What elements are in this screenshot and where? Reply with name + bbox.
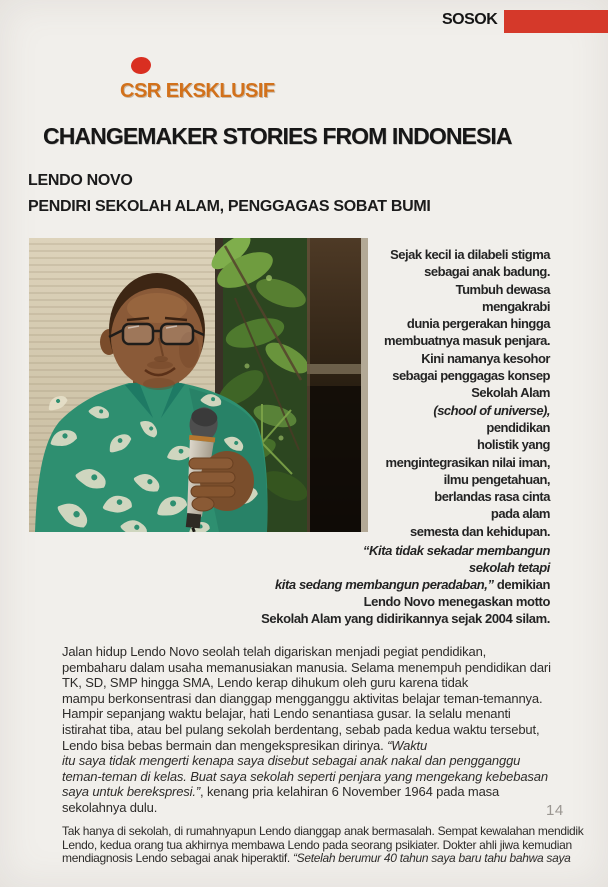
text-line: Tumbuh dewasa bbox=[455, 281, 550, 297]
text-line: TK, SD, SMP hingga SMA, Lendo kerap dihukum oleh guru karena tidak bbox=[62, 675, 469, 691]
page-title: CHANGEMAKER STORIES FROM INDONESIA bbox=[43, 123, 512, 149]
text-line: sebagai anak badung. bbox=[424, 264, 550, 280]
red-dot-icon bbox=[130, 56, 152, 76]
text-line: itu saya tidak mengerti kenapa saya disebut sebagai anak nakal dan pengganggu bbox=[62, 753, 521, 769]
text-line: mengakrabi bbox=[482, 298, 550, 314]
text-line: (school of universe), bbox=[433, 402, 550, 418]
text-line: ilmu pengetahuan, bbox=[443, 471, 550, 487]
text-line: mendiagnosis Lendo sebagai anak hiperaktif. “Setelah berumur 40 tahun saya baru tahu bahwa saya bbox=[62, 851, 571, 865]
kicker-label: CSR EKSKLUSIF bbox=[120, 80, 275, 102]
text-line: kita sedang membangun peradaban,” demikian bbox=[274, 576, 550, 592]
masthead-red-bar bbox=[504, 10, 608, 33]
text-line: Tak hanya di sekolah, di rumahnyapun Lendo dianggap anak bermasalah. Sempat kewalahan mendidik bbox=[62, 824, 584, 838]
text-line: pada alam bbox=[490, 506, 550, 522]
text-line: Sekolah Alam bbox=[471, 385, 550, 401]
text-line: mengintegrasikan nilai iman, bbox=[385, 454, 550, 470]
body-paragraph-1 bbox=[62, 644, 596, 816]
text-line: semesta dan kehidupan. bbox=[410, 523, 550, 539]
subtitle-name: LENDO NOVO bbox=[28, 172, 133, 189]
text-line: pembaharu dalam usaha memanusiakan manusia. Selama menempuh pendidikan dari bbox=[62, 659, 551, 675]
text-line: saya untuk berekspresi.”, kenang pria kelahiran 6 November 1964 pada masa bbox=[62, 784, 500, 800]
pull-quote bbox=[60, 543, 550, 628]
text-line: teman-teman di kelas. Buat saya sekolah seperti penjara yang mengekang kebebasan bbox=[62, 768, 548, 784]
text-line: sebagai penggagas konsep bbox=[392, 368, 550, 384]
text-line: holistik yang bbox=[477, 437, 550, 453]
text-line: pendidikan bbox=[486, 419, 550, 435]
section-label: SOSOK bbox=[442, 11, 498, 28]
text-line: Kini namanya kesohor bbox=[421, 350, 550, 366]
subtitle bbox=[28, 168, 431, 220]
text-line: membuatnya masuk penjara. bbox=[384, 333, 550, 349]
text-line: Jalan hidup Lendo Novo seolah telah digariskan menjadi pegiat pendidikan, bbox=[62, 644, 487, 659]
text-line: Lendo Novo menegaskan motto bbox=[363, 593, 550, 609]
hand bbox=[189, 451, 254, 511]
text-line: istirahat tiba, atau bel pulang sekolah berdentang, sebab pada kedua waktu tersebut, bbox=[62, 721, 540, 737]
intro-text bbox=[250, 246, 550, 540]
text-line: “Kita tidak sekadar membangun bbox=[362, 543, 550, 558]
text-line: mampu berkonsentrasi dan dianggap mengganggu aktivitas belajar teman-temannya. bbox=[62, 690, 543, 706]
text-line: sekolahnya dulu. bbox=[62, 799, 158, 815]
body-paragraph-2 bbox=[62, 825, 596, 866]
text-line: sekolah tetapi bbox=[468, 559, 550, 575]
text-line: Sekolah Alam yang didirikannya sejak 2004 silam. bbox=[261, 610, 550, 626]
text-line: Sejak kecil ia dilabeli stigma bbox=[390, 247, 550, 262]
text-line: Lendo, kedua orang tua akhirnya membawa Lendo pada seorang psikiater. Dokter ahli jiwa kemudian bbox=[62, 837, 572, 852]
subtitle-role: PENDIRI SEKOLAH ALAM, PENGGAGAS SOBAT BUMI bbox=[28, 198, 431, 215]
text-line: dunia pergerakan hingga bbox=[406, 316, 550, 332]
page-number: 14 bbox=[546, 802, 564, 819]
text-line: berlandas rasa cinta bbox=[434, 489, 550, 505]
text-line: Lendo bisa bebas bermain dan mengekspresikan dirinya. “Waktu bbox=[62, 737, 428, 753]
text-line: Hampir sepanjang waktu belajar, hati Lendo senantiasa gusar. Ia selalu menanti bbox=[62, 706, 511, 722]
